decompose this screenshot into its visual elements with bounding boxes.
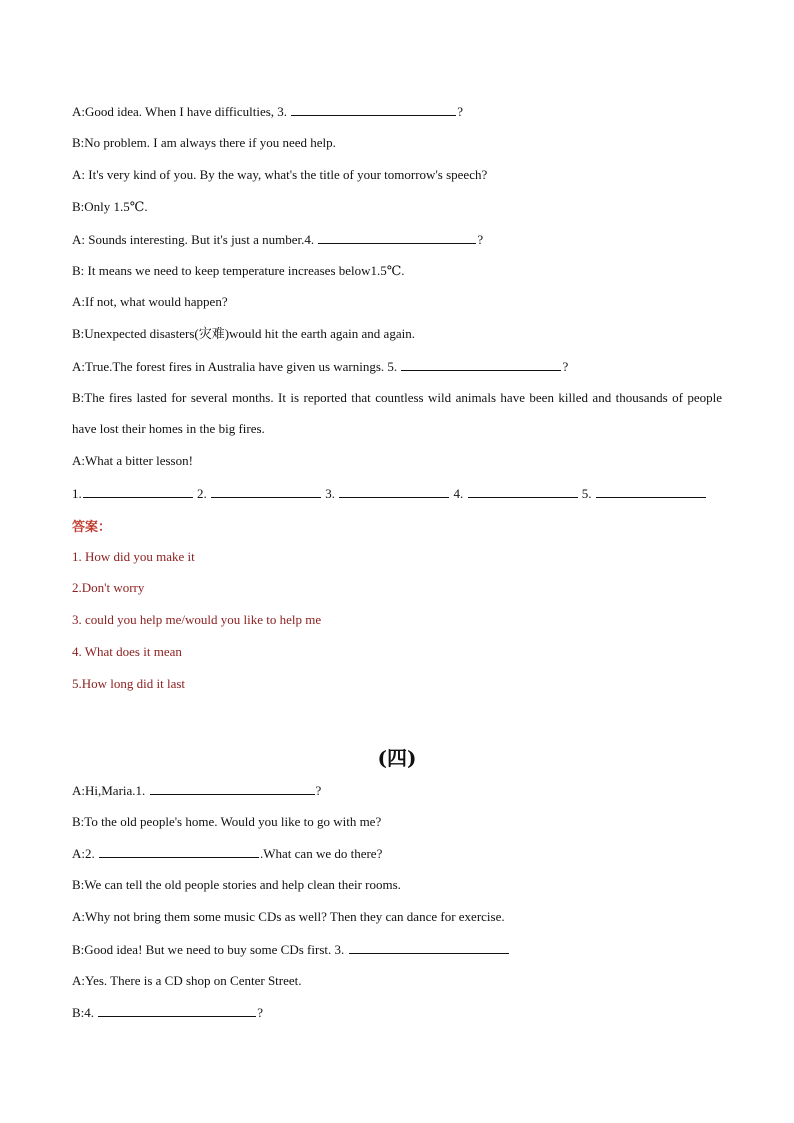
- dialogue-line: [72, 358, 568, 375]
- line-text: A:True.The forest fires in Australia have given us warnings. 5.: [72, 359, 401, 374]
- blank-number: 1.: [72, 486, 82, 501]
- answer-item: 4. What does it mean: [72, 644, 182, 659]
- dialogue-line: A:What a bitter lesson!: [72, 453, 193, 468]
- dialogue-line: B:To the old people's home. Would you like to go with me?: [72, 814, 382, 829]
- blank-number: 2.: [193, 486, 210, 501]
- dialogue-line: B:Only 1.5℃.: [72, 199, 148, 214]
- line-text: A:2.: [72, 846, 98, 861]
- dialogue-line: B:We can tell the old people stories and help clean their rooms.: [72, 877, 401, 892]
- dialogue-line: A: It's very kind of you. By the way, what's the title of your tomorrow's speech?: [72, 167, 488, 182]
- answer-blank[interactable]: [349, 941, 509, 954]
- dialogue-line: [72, 231, 483, 248]
- answer-blank[interactable]: [318, 231, 476, 244]
- line-text: ?: [457, 104, 464, 119]
- line-text: ?: [257, 1005, 264, 1020]
- dialogue-line: [72, 845, 382, 862]
- answer-blank[interactable]: [211, 485, 321, 498]
- dialogue-line: A:Yes. There is a CD shop on Center Street.: [72, 973, 302, 988]
- answer-blank[interactable]: [291, 103, 456, 116]
- dialogue-line: B:Unexpected disasters(灾难)would hit the earth again and again.: [72, 326, 415, 341]
- line-text: ?: [477, 232, 484, 247]
- answer-key-label: 答案：: [72, 520, 112, 535]
- dialogue-line: [72, 941, 510, 958]
- dialogue-line: [72, 782, 321, 799]
- section-title: (四): [377, 746, 417, 770]
- answer-blank[interactable]: [150, 782, 315, 795]
- dialogue-line: [72, 1004, 263, 1021]
- answer-item: 2.Don't worry: [72, 580, 145, 595]
- dialogue-line: B: It means we need to keep temperature increases below1.5℃.: [72, 263, 405, 278]
- answer-item: 1. How did you make it: [72, 549, 195, 564]
- answer-item: 5.How long did it last: [72, 676, 186, 691]
- dialogue-line: [72, 103, 463, 120]
- answer-blank[interactable]: [339, 485, 449, 498]
- answer-blank[interactable]: [83, 485, 193, 498]
- line-text: B:4.: [72, 1005, 98, 1020]
- line-text: A:Good idea. When I have difficulties, 3.: [72, 104, 291, 119]
- dialogue-line: A:Why not bring them some music CDs as well? Then they can dance for exercise.: [72, 909, 505, 924]
- answer-blank[interactable]: [98, 1004, 256, 1017]
- blank-number: 4.: [450, 486, 467, 501]
- line-text: A: Sounds interesting. But it's just a number.4.: [72, 232, 318, 247]
- line-text: B:Good idea! But we need to buy some CDs first. 3.: [72, 942, 348, 957]
- line-text: .What can we do there?: [260, 846, 383, 861]
- dialogue-line: A:If not, what would happen?: [72, 294, 228, 309]
- blank-number: 5.: [578, 486, 595, 501]
- answer-item: 3. could you help me/would you like to help me: [72, 612, 322, 627]
- answer-blank[interactable]: [401, 358, 561, 371]
- dialogue-paragraph: B:The fires lasted for several months. It is reported that countless wild animals have been killed and thousands of people have lost their homes in the big fires.: [72, 390, 722, 436]
- line-text: ?: [315, 783, 322, 798]
- line-text: A:Hi,Maria.1.: [72, 783, 149, 798]
- blank-number: 3.: [322, 486, 339, 501]
- answer-blank[interactable]: [596, 485, 706, 498]
- answer-blanks-row: [72, 485, 707, 502]
- dialogue-line: B:No problem. I am always there if you need help.: [72, 135, 336, 150]
- answer-blank[interactable]: [99, 845, 259, 858]
- line-text: ?: [562, 359, 569, 374]
- answer-blank[interactable]: [468, 485, 578, 498]
